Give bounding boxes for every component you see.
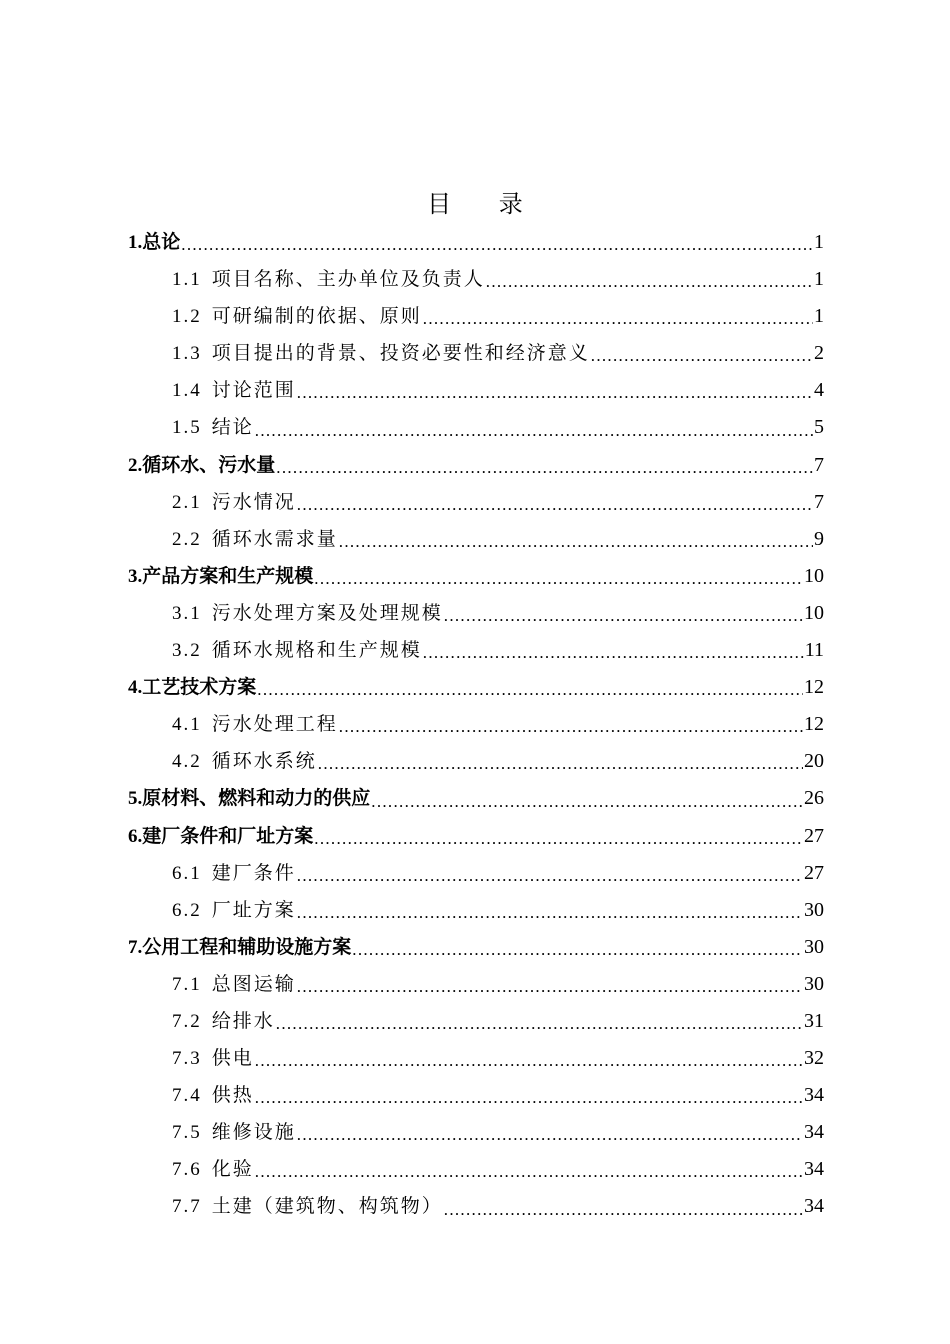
- toc-entry-label: 产品方案和生产规模: [142, 564, 314, 587]
- toc-entry-title: [172, 1188, 443, 1225]
- toc-page-number: 34: [804, 1084, 824, 1107]
- toc-section-entry[interactable]: [128, 1040, 824, 1077]
- toc-entry-title: [172, 1003, 275, 1040]
- toc-chapter-entry[interactable]: [128, 818, 824, 855]
- toc-page-number: 31: [804, 1009, 824, 1032]
- toc-entry-label: 总论: [142, 231, 181, 253]
- toc-section-entry[interactable]: [128, 706, 824, 743]
- toc-entry-label: 化验: [211, 1158, 254, 1181]
- toc-entry-label: 总图运输: [211, 972, 296, 995]
- toc-entry-title: [172, 372, 296, 409]
- toc-entry-label: 土建（建筑物、构筑物）: [211, 1195, 443, 1218]
- toc-page-number: 32: [804, 1047, 824, 1070]
- toc-section-entry[interactable]: [128, 632, 824, 669]
- toc-page-number: 20: [804, 750, 824, 773]
- toc-entry-label: 建厂条件和厂址方案: [142, 824, 314, 847]
- toc-entry-number: 6.1: [172, 862, 202, 884]
- toc-entry-title: [128, 780, 370, 817]
- toc-page-number: 4: [814, 379, 824, 402]
- toc-section-entry[interactable]: [128, 855, 824, 892]
- toc-entry-title: [172, 335, 590, 372]
- page-title: 目 录: [427, 190, 543, 218]
- toc-entry-label: 给排水: [211, 1009, 275, 1032]
- toc-entry-number: 4.: [128, 677, 143, 699]
- toc-entry-number: 2.2: [172, 528, 202, 550]
- toc-entry-title: [172, 409, 254, 446]
- toc-section-entry[interactable]: [128, 409, 824, 446]
- toc-entry-number: 2.1: [172, 491, 202, 513]
- toc-page-number: 34: [804, 1195, 824, 1218]
- toc-dot-leader: [297, 892, 803, 929]
- toc-page-number: 30: [804, 935, 824, 958]
- toc-dot-leader: [314, 818, 803, 855]
- toc-entry-title: [128, 224, 180, 261]
- toc-entry-title: [172, 706, 338, 743]
- toc-page-number: 1: [814, 305, 824, 328]
- toc-section-entry[interactable]: [128, 1114, 824, 1151]
- toc-dot-leader: [276, 447, 813, 484]
- toc-page-number: 5: [814, 416, 824, 439]
- toc-dot-leader: [297, 1114, 803, 1151]
- toc-entry-title: [172, 1114, 296, 1151]
- toc-entry-number: 7.4: [172, 1085, 202, 1107]
- toc-dot-leader: [257, 669, 803, 706]
- toc-entry-title: [172, 261, 485, 298]
- toc-page-number: 34: [804, 1158, 824, 1181]
- toc-entry-label: 公用工程和辅助设施方案: [142, 935, 352, 958]
- toc-entry-number: 4.1: [172, 714, 202, 736]
- toc-entry-number: 1.1: [172, 269, 202, 291]
- toc-entry-title: [172, 298, 422, 335]
- toc-entry-title: [172, 743, 317, 780]
- toc-entry-number: 4.2: [172, 751, 202, 773]
- toc-section-entry[interactable]: [128, 298, 824, 335]
- toc-entry-number: 7.: [128, 936, 143, 958]
- toc-entry-number: 1.: [128, 232, 143, 253]
- toc-dot-leader: [444, 595, 803, 632]
- toc-dot-leader: [352, 929, 803, 966]
- toc-entry-label: 循环水、污水量: [142, 453, 276, 476]
- toc-entry-label: 污水处理工程: [211, 713, 338, 736]
- toc-entry-title: [128, 447, 275, 484]
- toc-entry-label: 污水情况: [211, 490, 296, 513]
- toc-entry-label: 工艺技术方案: [142, 676, 257, 699]
- toc-section-entry[interactable]: [128, 1151, 824, 1188]
- toc-page-number: 34: [804, 1121, 824, 1144]
- toc-entry-number: 3.1: [172, 602, 202, 624]
- toc-entry-title: [128, 818, 313, 855]
- toc-entry-number: 6.: [128, 825, 143, 847]
- toc-entry-number: 1.5: [172, 417, 202, 439]
- toc-entry-number: 3.2: [172, 640, 202, 662]
- toc-entry-label: 供热: [211, 1084, 254, 1107]
- toc-entry-label: 建厂条件: [211, 861, 296, 884]
- toc-entry-label: 可研编制的依据、原则: [211, 305, 422, 328]
- toc-section-entry[interactable]: [128, 595, 824, 632]
- toc-entry-number: 7.7: [172, 1196, 202, 1218]
- toc-page-number: 30: [804, 972, 824, 995]
- toc-dot-leader: [486, 261, 813, 298]
- toc-entry-title: [172, 521, 338, 558]
- toc-entry-number: 5.: [128, 788, 143, 810]
- toc-dot-leader: [255, 1040, 803, 1077]
- toc-entry-title: [128, 558, 313, 595]
- toc-section-entry[interactable]: [128, 1188, 824, 1225]
- toc-section-entry[interactable]: [128, 484, 824, 521]
- toc-page-number: 7: [814, 453, 824, 476]
- toc-dot-leader: [423, 632, 804, 669]
- toc-entry-title: [172, 1151, 254, 1188]
- toc-entry-label: 原材料、燃料和动力的供应: [142, 787, 371, 810]
- toc-chapter-entry[interactable]: [128, 558, 824, 595]
- table-of-contents: [128, 224, 824, 1226]
- toc-entry-title: [172, 966, 296, 1003]
- toc-page-number: 7: [814, 490, 824, 513]
- toc-page-number: 1: [814, 268, 824, 291]
- toc-section-entry[interactable]: [128, 521, 824, 558]
- toc-page-number: 27: [804, 861, 824, 884]
- toc-page-number: 10: [804, 601, 824, 624]
- toc-chapter-entry[interactable]: [128, 224, 824, 261]
- toc-entry-number: 1.2: [172, 306, 202, 328]
- toc-entry-label: 厂址方案: [211, 898, 296, 921]
- toc-dot-leader: [255, 409, 813, 446]
- toc-chapter-entry[interactable]: [128, 669, 824, 706]
- toc-dot-leader: [255, 1077, 803, 1114]
- toc-section-entry[interactable]: [128, 335, 824, 372]
- toc-dot-leader: [371, 780, 803, 817]
- toc-dot-leader: [181, 224, 813, 261]
- toc-section-entry[interactable]: [128, 966, 824, 1003]
- toc-dot-leader: [318, 743, 803, 780]
- toc-page-number: 12: [804, 713, 824, 736]
- toc-dot-leader: [297, 855, 803, 892]
- toc-entry-label: 循环水系统: [211, 750, 317, 773]
- toc-entry-label: 维修设施: [211, 1121, 296, 1144]
- toc-page-number: 12: [804, 676, 824, 699]
- toc-entry-title: [172, 484, 296, 521]
- toc-entry-label: 循环水规格和生产规模: [211, 639, 422, 662]
- toc-page-number: 26: [804, 787, 824, 810]
- toc-dot-leader: [314, 558, 803, 595]
- toc-section-entry[interactable]: [128, 743, 824, 780]
- toc-entry-number: 3.: [128, 565, 143, 587]
- toc-dot-leader: [423, 298, 813, 335]
- toc-dot-leader: [339, 706, 803, 743]
- toc-section-entry[interactable]: [128, 261, 824, 298]
- toc-entry-number: 7.1: [172, 973, 202, 995]
- toc-dot-leader: [591, 335, 813, 372]
- toc-page-number: 2: [814, 342, 824, 365]
- toc-entry-label: 讨论范围: [211, 379, 296, 402]
- toc-dot-leader: [444, 1188, 803, 1225]
- toc-entry-number: 7.5: [172, 1122, 202, 1144]
- toc-entry-label: 结论: [211, 416, 254, 439]
- toc-entry-title: [172, 855, 296, 892]
- toc-entry-label: 循环水需求量: [211, 527, 338, 550]
- toc-entry-title: [172, 595, 443, 632]
- toc-page-number: 11: [804, 639, 824, 662]
- toc-dot-leader: [297, 484, 813, 521]
- toc-page-number: 9: [814, 527, 824, 550]
- toc-entry-number: 1.4: [172, 380, 202, 402]
- toc-page-number: 10: [804, 564, 824, 587]
- toc-entry-number: 1.3: [172, 343, 202, 365]
- toc-entry-title: [172, 892, 296, 929]
- toc-chapter-entry[interactable]: [128, 780, 824, 817]
- toc-dot-leader: [339, 521, 813, 558]
- toc-dot-leader: [276, 1003, 803, 1040]
- toc-entry-title: [172, 1040, 254, 1077]
- toc-entry-label: 项目名称、主办单位及负责人: [211, 268, 485, 291]
- toc-chapter-entry[interactable]: [128, 929, 824, 966]
- toc-entry-title: [172, 632, 422, 669]
- toc-entry-number: 7.2: [172, 1010, 202, 1032]
- toc-dot-leader: [297, 372, 813, 409]
- toc-dot-leader: [297, 966, 803, 1003]
- toc-section-entry[interactable]: [128, 372, 824, 409]
- toc-section-entry[interactable]: [128, 1077, 824, 1114]
- toc-entry-label: 供电: [211, 1047, 254, 1070]
- toc-section-entry[interactable]: [128, 1003, 824, 1040]
- toc-entry-label: 污水处理方案及处理规模: [211, 601, 443, 624]
- toc-entry-title: [128, 669, 256, 706]
- toc-page-number: 27: [804, 824, 824, 847]
- toc-entry-label: 项目提出的背景、投资必要性和经济意义: [211, 342, 590, 365]
- toc-entry-number: 7.3: [172, 1048, 202, 1070]
- toc-entry-number: 2.: [128, 454, 143, 476]
- toc-page-number: 30: [804, 898, 824, 921]
- toc-page-number: 1: [814, 231, 824, 253]
- toc-entry-title: [172, 1077, 254, 1114]
- toc-chapter-entry[interactable]: [128, 447, 824, 484]
- toc-dot-leader: [255, 1151, 803, 1188]
- toc-entry-title: [128, 929, 351, 966]
- toc-entry-number: 7.6: [172, 1159, 202, 1181]
- toc-section-entry[interactable]: [128, 892, 824, 929]
- toc-entry-number: 6.2: [172, 899, 202, 921]
